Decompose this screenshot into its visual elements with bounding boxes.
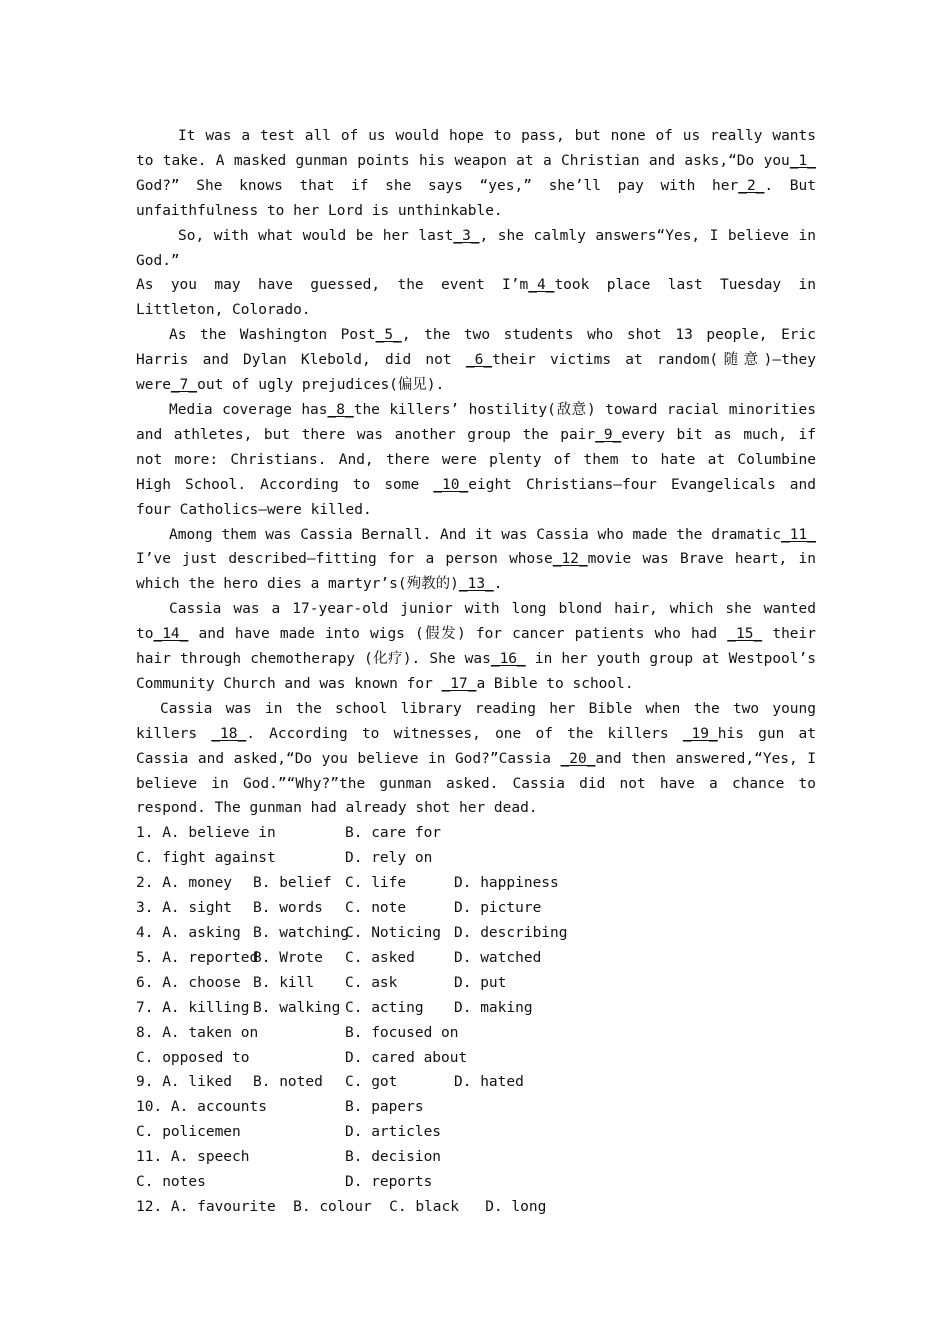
option-row [136, 946, 816, 971]
passage-text: . According to witnesses, one of the killers [246, 725, 683, 742]
blank-number: _18_ [211, 725, 247, 742]
option-choice: 2. A. money [136, 875, 233, 892]
blank-number: _13_ [458, 576, 494, 593]
option-row [136, 896, 816, 921]
passage-text: Media coverage has [169, 401, 328, 418]
passage-text: As you may have guessed, the event I’m [136, 277, 529, 294]
option-choice: B. focused on [345, 1024, 459, 1041]
blank-number: _4_ [528, 277, 555, 294]
option-row [136, 1170, 816, 1195]
option-choice: 5. A. reported [136, 949, 259, 966]
option-choice: 11. A. speech [136, 1149, 250, 1166]
option-row [136, 1070, 816, 1095]
passage-text: and then answered,“Yes, I believe in God.”“Why?”the gunman asked. Cassia did not have a chance to respond. The gunman had already shot her dead. [136, 750, 817, 817]
option-row [136, 846, 816, 871]
option-row [136, 971, 816, 996]
passage-text: eight Christians—four Evangelicals and four Catholics—were killed. [136, 476, 816, 518]
option-row [136, 871, 816, 896]
option-choice: B. walking [253, 999, 341, 1016]
blank-number: _16_ [490, 651, 526, 668]
passage-text: in her youth group at Westpool’s Community Church and was known for [136, 651, 816, 692]
blank-number: _19_ [682, 725, 718, 742]
option-choice: C. policemen [136, 1124, 241, 1141]
blank-number: _20_ [560, 750, 596, 767]
blank-number: _1_ [789, 152, 816, 169]
passage-paragraph [136, 124, 816, 224]
blank-number: _9_ [595, 426, 622, 443]
cloze-passage [136, 124, 816, 821]
passage-paragraph [136, 323, 816, 398]
option-row [136, 1195, 816, 1220]
option-choice: C. opposed to [136, 1049, 250, 1066]
exam-page [136, 124, 816, 1220]
option-choice: 9. A. liked [136, 1074, 233, 1091]
option-choice: B. papers [345, 1099, 424, 1116]
option-choice: B. decision [345, 1149, 442, 1166]
option-choice: 3. A. sight [136, 900, 233, 917]
passage-text: his gun at Cassia and asked,“Do you believe in God?”Cassia [136, 725, 816, 767]
option-choice: B. care for [345, 825, 442, 842]
passage-paragraph [136, 697, 816, 822]
blank-number: _15_ [727, 626, 763, 643]
option-choice: D. picture [454, 900, 542, 917]
option-choice: C. fight against [136, 850, 276, 867]
blank-number: _7_ [170, 377, 198, 394]
option-choice: C. notes [136, 1174, 206, 1191]
option-row [136, 921, 816, 946]
option-choice: D. reports [345, 1174, 433, 1191]
option-row [136, 996, 816, 1021]
blank-number: _11_ [781, 526, 816, 543]
passage-text: movie was Brave heart, in which the hero dies a martyr’s(殉教的) [136, 551, 816, 593]
blank-number: _8_ [327, 401, 354, 418]
passage-text: As the Washington Post [169, 327, 376, 344]
passage-text: a Bible to school. [476, 675, 634, 692]
passage-text: Among them was Cassia Bernall. And it was Cassia who made the dramatic [169, 526, 782, 543]
passage-paragraph [136, 597, 816, 697]
passage-text: their hair through chemotherapy (化疗). She was [136, 626, 816, 668]
passage-text: out of ugly prejudices(偏见). [197, 377, 445, 394]
passage-text: , the two students who shot 13 people, Eric Harris and Dylan Klebold, did not [136, 327, 816, 369]
option-row [136, 1095, 816, 1120]
option-choice: D. happiness [454, 875, 559, 892]
option-choice: C. Noticing [345, 925, 442, 941]
passage-paragraph [136, 398, 816, 523]
blank-number: _12_ [552, 551, 588, 568]
option-choice: 10. A. accounts [136, 1099, 267, 1116]
option-choice: D. articles [345, 1124, 442, 1141]
option-choice: D. describing [454, 925, 568, 941]
blank-number: _3_ [453, 227, 480, 244]
option-choice: 4. A. asking [136, 925, 241, 941]
passage-paragraph [136, 224, 816, 274]
option-row [136, 1021, 816, 1046]
passage-text: So, with what would be her last [178, 227, 454, 244]
option-choice: 7. A. killing [136, 999, 250, 1016]
passage-text: Cassia was in the school library reading her Bible when the two young killers [136, 700, 816, 742]
blank-number: _17_ [441, 675, 477, 692]
blank-number: _5_ [375, 327, 402, 344]
passage-text: and have made into wigs (假发) for cancer patients who had [188, 626, 728, 643]
option-choice: C. asked [345, 949, 415, 966]
passage-paragraph [136, 273, 816, 323]
option-row [136, 1046, 816, 1071]
option-choice: 6. A. choose [136, 974, 241, 991]
option-choice: D. put [454, 974, 507, 991]
option-row [136, 821, 816, 846]
blank-number: _2_ [738, 177, 765, 194]
passage-text: , she calmly answers“Yes, I believe in God.” [136, 227, 816, 269]
passage-text: their victims at random(随意)—they were [136, 352, 816, 394]
option-choice: 12. A. favourite B. colour C. black D. long [136, 1198, 547, 1215]
option-choice: D. making [454, 999, 533, 1016]
passage-text: took place last Tuesday in Littleton, Colorado. [136, 277, 816, 319]
option-choice: B. kill [253, 974, 315, 991]
passage-text: I’ve just described—fitting for a person whose [136, 551, 553, 568]
option-choice: C. life [345, 875, 407, 892]
option-row [136, 1120, 816, 1145]
option-row [136, 1145, 816, 1170]
passage-text: It was a test all of us would hope to pass, but none of us really wants to take. A masked gunman points his weapon at a Christian and asks,“Do you [136, 128, 816, 169]
option-choice: C. got [345, 1074, 398, 1091]
option-choice: D. rely on [345, 850, 433, 867]
option-choice: B. watching [253, 925, 350, 941]
option-choice: B. Wrote [253, 949, 323, 966]
option-choice: C. note [345, 900, 407, 917]
option-choice: 1. A. believe in [136, 825, 276, 842]
blank-number: _14_ [153, 626, 189, 643]
option-choice: C. ask [345, 974, 398, 991]
option-choice: D. watched [454, 949, 542, 966]
option-choice: D. hated [454, 1074, 524, 1091]
option-choice: B. belief [253, 875, 332, 892]
blank-number: _10_ [433, 476, 469, 493]
option-choice: 8. A. taken on [136, 1024, 259, 1041]
passage-text: . [493, 576, 503, 593]
option-choice: B. words [253, 900, 323, 917]
passage-text: every bit as much, if not more: Christians. And, there were plenty of them to hate at Columbine High School. According to some [136, 426, 816, 493]
blank-number: _6_ [465, 352, 493, 369]
option-choice: B. noted [253, 1074, 323, 1091]
passage-text: the killers’ hostility(敌意) toward racial minorities and athletes, but there was another group the pair [136, 401, 816, 443]
option-choice: C. acting [345, 999, 424, 1016]
answer-options [136, 821, 816, 1220]
passage-text: Cassia was a 17-year-old junior with long blond hair, which she wanted to [136, 601, 816, 643]
passage-paragraph [136, 523, 816, 598]
passage-text: . But unfaithfulness to her Lord is unthinkable. [136, 177, 816, 219]
passage-text: God?” She knows that if she says “yes,” she’ll pay with her [136, 177, 739, 194]
option-choice: D. cared about [345, 1049, 468, 1066]
